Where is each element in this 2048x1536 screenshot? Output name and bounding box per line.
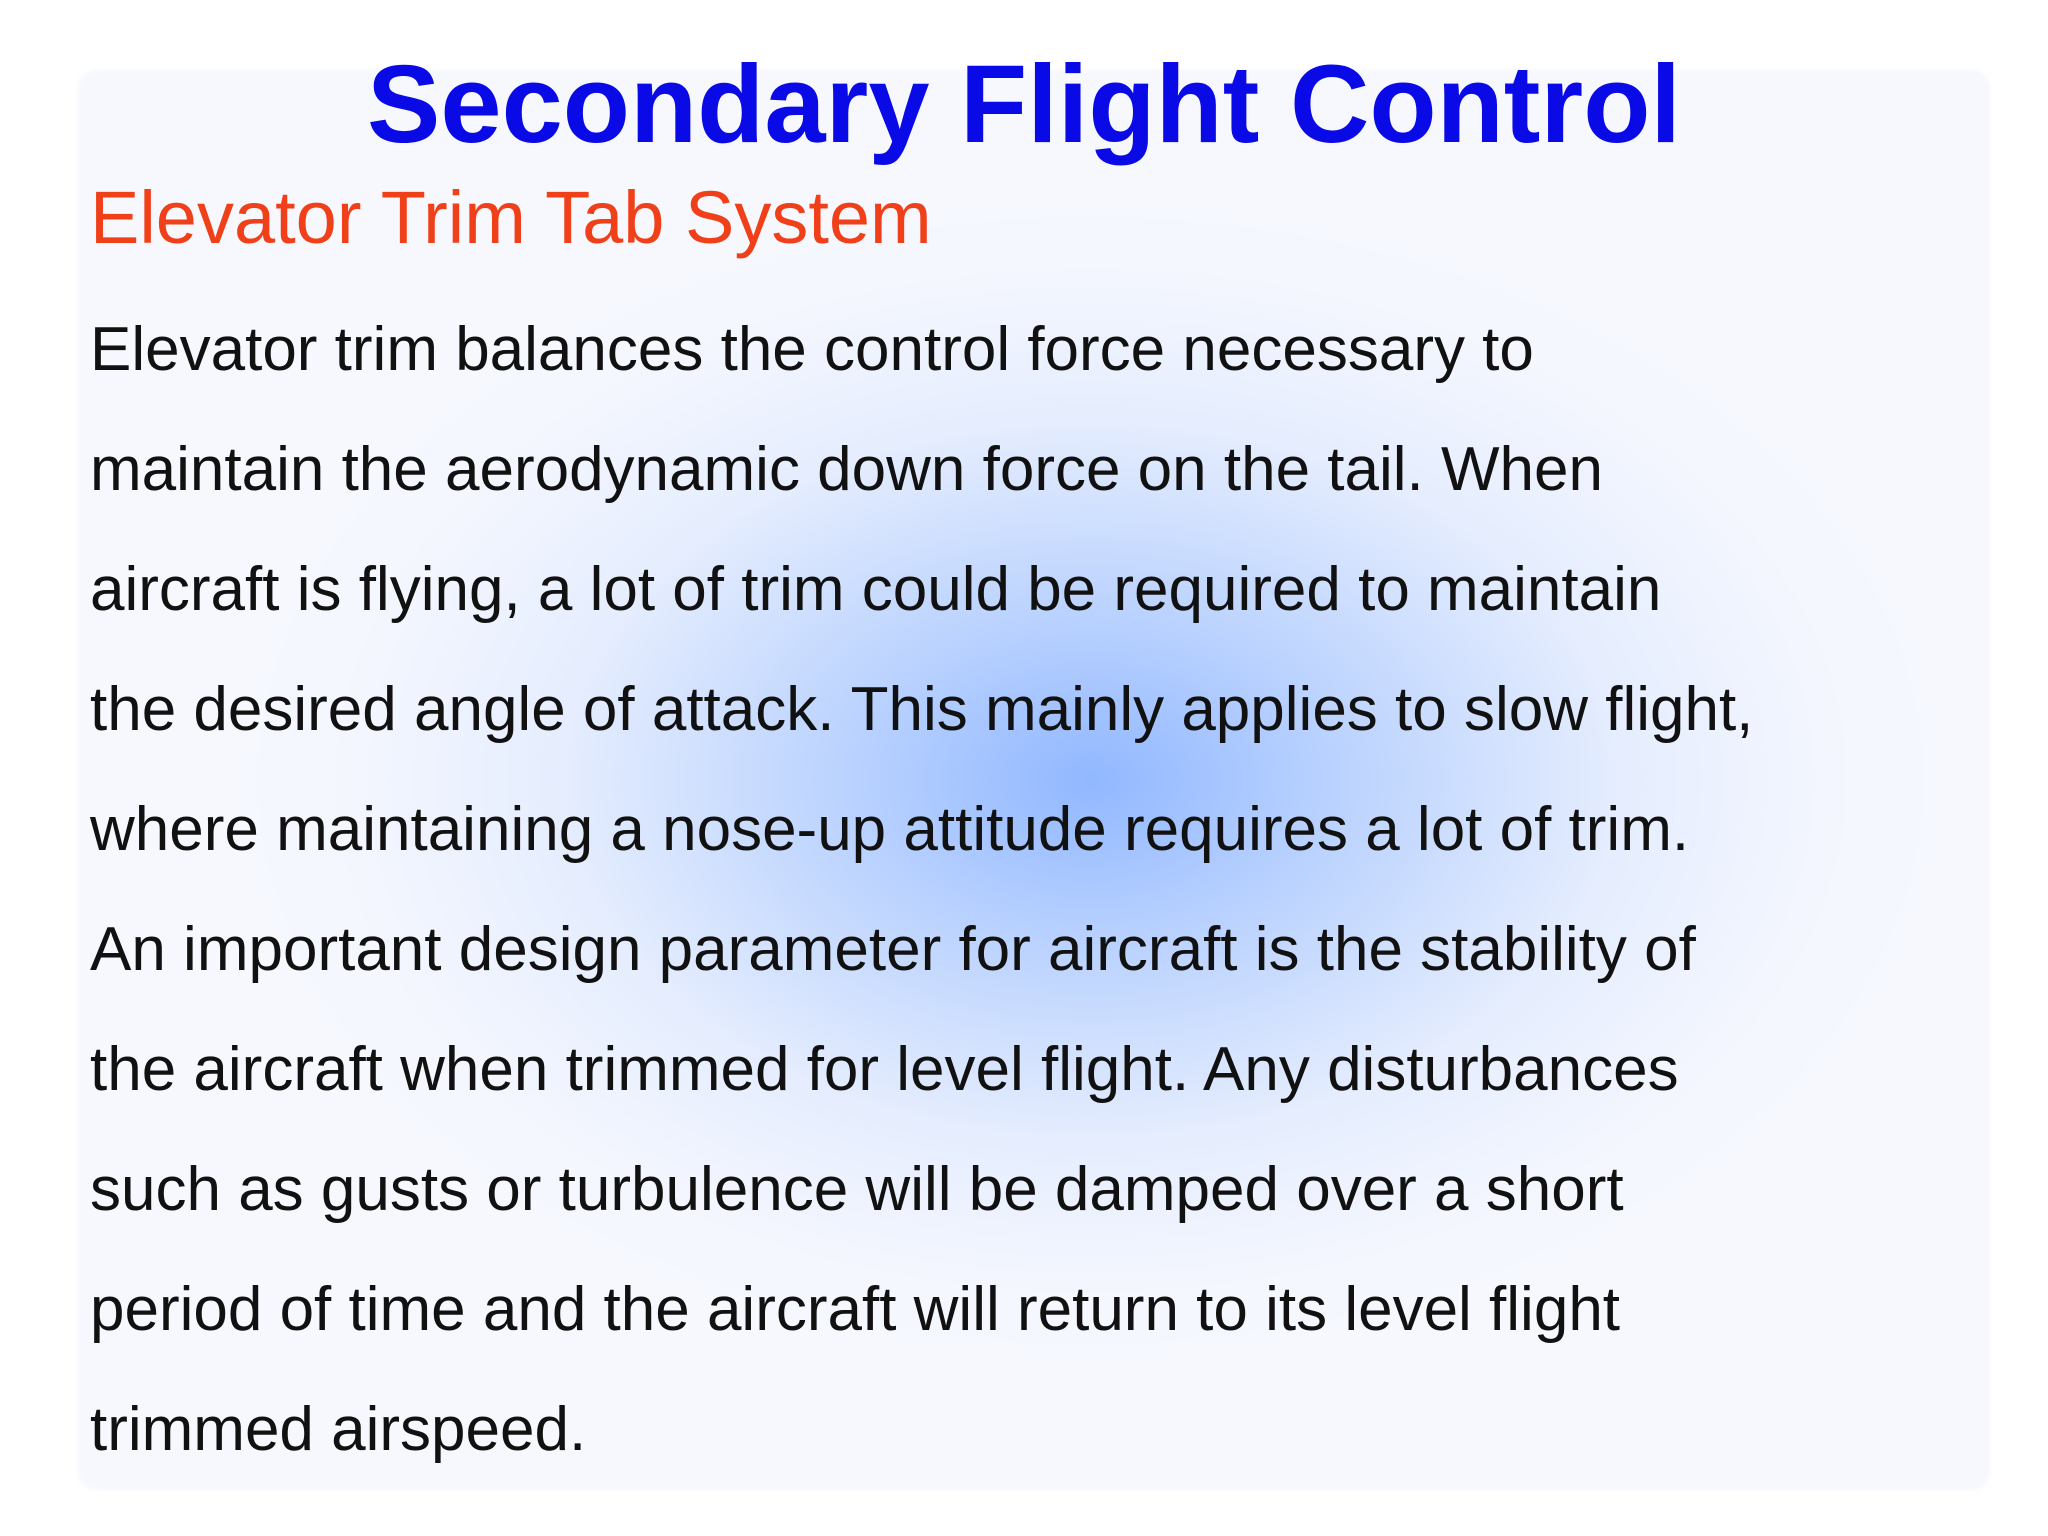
body-paragraph — [90, 290, 1970, 1490]
body-line: the desired angle of attack. This mainly applies to slow flight, — [90, 675, 1754, 744]
body-line: An important design parameter for aircraft is the stability of — [90, 915, 1696, 984]
body-line: where maintaining a nose-up attitude requires a lot of trim. — [90, 795, 1690, 864]
body-line: aircraft is flying, a lot of trim could be required to maintain — [90, 555, 1662, 624]
body-line: such as gusts or turbulence will be damped over a short — [90, 1155, 1624, 1224]
slide-subtitle: Elevator Trim Tab System — [90, 176, 932, 259]
body-line: period of time and the aircraft will return to its level flight — [90, 1275, 1621, 1344]
body-line: trimmed airspeed. — [90, 1395, 587, 1464]
slide-title: Secondary Flight Control — [367, 43, 1681, 166]
body-line: Elevator trim balances the control force necessary to — [90, 315, 1534, 384]
body-line: maintain the aerodynamic down force on the tail. When — [90, 435, 1603, 504]
body-line: the aircraft when trimmed for level flight. Any disturbances — [90, 1035, 1679, 1104]
